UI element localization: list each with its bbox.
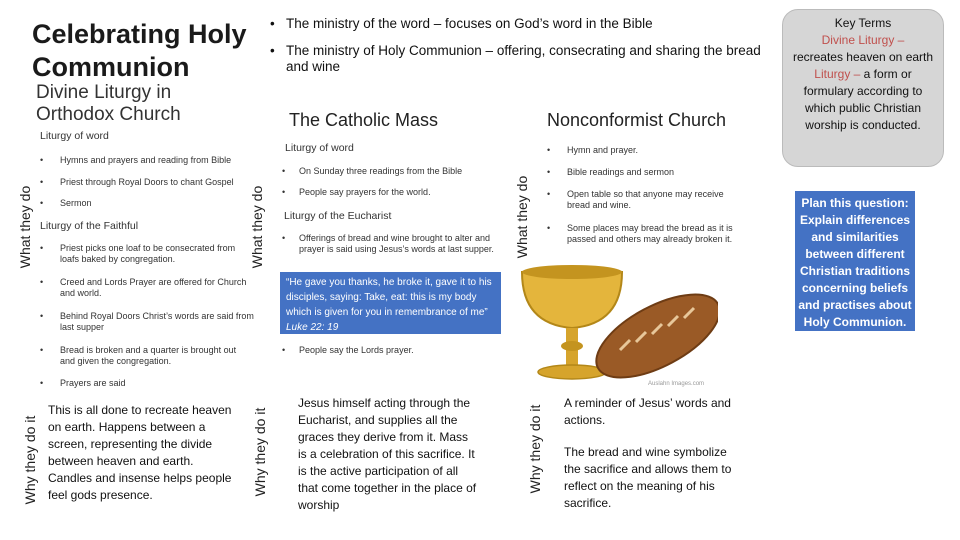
orthodox-why-text: This is all done to recreate heaven on earth. Happens between a screen, representing the divide between heaven and earth. Candles and insense helps people feel gods presence. — [48, 403, 232, 502]
bible-quote: “He gave you thanks, he broke it, gave it to his disciples, saying: Take, eat: this is my body which is given for you in remembrance of me” — [286, 277, 492, 318]
bible-quote-box — [280, 272, 501, 334]
intro-bullet: • The ministry of Holy Communion – offering, consecrating and sharing the bread and wine — [268, 43, 768, 75]
chalice-bread-illustration — [508, 258, 718, 390]
page-title: Celebrating Holy Communion — [32, 19, 247, 82]
orthodox-what-label: What they do — [17, 185, 33, 269]
nonconformist-why-text-2: The bread and wine symbolize the sacrifice and allows them to reflect on the meaning of his sacrifice. — [564, 445, 732, 510]
catholic-liturgy-word: Liturgy of word — [285, 142, 354, 154]
key-term-divine-liturgy: Divine Liturgy – — [821, 33, 905, 47]
catholic-heading: The Catholic Mass — [289, 110, 439, 130]
orthodox-liturgy-word: Liturgy of word — [40, 130, 109, 142]
page-subtitle: Divine Liturgy in Orthodox Church — [36, 82, 181, 125]
key-terms-heading: Key Terms — [834, 16, 892, 30]
nonconformist-what-label: What they do — [514, 175, 530, 259]
key-term-liturgy: Liturgy – — [814, 67, 861, 81]
catholic-why-text: Jesus himself acting through the Eucharist, and supplies all the graces they derive from it. Mass is a celebration of this sacrifice. It is the active participation of all that come together in the place of worship — [298, 396, 477, 512]
catholic-liturgy-eucharist: Liturgy of the Eucharist — [284, 210, 392, 222]
bible-quote-reference: Luke 22: 19 — [286, 322, 339, 333]
image-credit: Auslahn Images.com — [648, 381, 705, 387]
plan-question-box: Plan this question: Explain differences and similarities between different Christian traditions concerning beliefs and practises about Holy Communion. — [795, 191, 915, 331]
key-term-divine-liturgy-definition: recreates heaven on earth — [792, 50, 934, 64]
nonconformist-heading: Nonconformist Church — [547, 110, 727, 130]
nonconformist-why-label: Why they do it — [527, 404, 543, 494]
key-term-liturgy-definition: a form or formulary according to which public Christian worship is conducted. — [803, 67, 923, 132]
catholic-why-label: Why they do it — [252, 407, 268, 497]
intro-bullets — [268, 16, 768, 86]
catholic-what-label: What they do — [249, 185, 265, 269]
intro-bullet: • The ministry of the word – focuses on God’s word in the Bible — [268, 16, 768, 32]
orthodox-liturgy-faithful: Liturgy of the Faithful — [40, 220, 139, 232]
nonconformist-why-text-1: A reminder of Jesus’ words and actions. — [564, 396, 731, 427]
orthodox-why-label: Why they do it — [22, 415, 38, 505]
key-terms-box — [782, 9, 944, 167]
